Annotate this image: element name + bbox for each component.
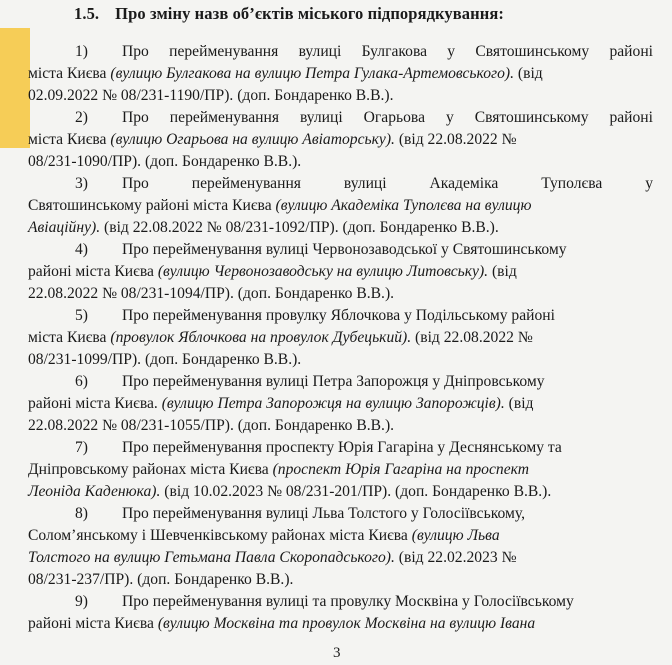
item-5-line-3: 08/231-1099/ПР). (доп. Бондаренко В.В.). <box>28 351 302 368</box>
section-heading <box>74 4 504 24</box>
item-7-line-1: 7) Про перейменування проспекту Юрія Гагаріна у Деснянському та <box>75 439 562 456</box>
item-6-line-2: районі міста Києва. (вулицю Петра Запорожця на вулицю Запорожців). (від <box>28 395 534 412</box>
item-4-line-1: 4) Про перейменування вулиці Червонозаводської у Святошинському <box>75 241 567 258</box>
item-3-line-1: 3) Про перейменування вулиці Академіка Туполєва у <box>75 175 653 192</box>
item-3-line-2: Святошинському районі міста Києва (вулицю Академіка Туполєва на вулицю <box>28 197 532 214</box>
item-5-line-1: 5) Про перейменування провулку Яблочкова у Подільському районі <box>75 307 555 324</box>
item-9-line-1: 9) Про перейменування вулиці та провулку Москвіна у Голосіївському <box>75 593 574 610</box>
item-7-line-2: Дніпровському районах міста Києва (проспект Юрія Гагаріна на проспект <box>28 461 529 478</box>
marker-highlight <box>0 28 30 148</box>
section-number: 1.5. <box>74 4 100 23</box>
item-8-line-3: Толстого на вулицю Гетьмана Павла Скоропадського). (від 22.02.2023 № <box>28 549 517 566</box>
item-1-line-2: міста Києва (вулицю Булгакова на вулицю Петра Гулака-Артемовського). (від <box>28 65 543 82</box>
item-8-line-2: Солом’янському і Шевченківському районах міста Києва (вулицю Льва <box>28 527 500 544</box>
item-5-line-2: міста Києва (провулок Яблочкова на провулок Дубецький). (від 22.08.2022 № <box>28 329 533 346</box>
item-1-line-1: 1) Про перейменування вулиці Булгакова у Святошинському районі <box>75 43 653 60</box>
item-7-line-3: Леоніда Каденюка). (від 10.02.2023 № 08/231-201/ПР). (доп. Бондаренко В.В.). <box>28 483 552 500</box>
item-9-line-2: районі міста Києва (вулицю Москвіна та провулок Москвіна на вулицю Івана <box>28 615 536 632</box>
section-title: Про зміну назв об’єктів міського підпорядкування: <box>115 4 504 23</box>
item-3-line-3: Авіаційну). (від 22.08.2022 № 08/231-1092/ПР). (доп. Бондаренко В.В.). <box>28 219 499 236</box>
item-6-line-3: 22.08.2022 № 08/231-1055/ПР). (доп. Бондаренко В.В.). <box>28 417 395 434</box>
item-4-line-3: 22.08.2022 № 08/231-1094/ПР). (доп. Бондаренко В.В.). <box>28 285 395 302</box>
item-2-line-2: міста Києва (вулицю Огарьова на вулицю Авіаторську). (від 22.08.2022 № <box>28 131 517 148</box>
page-number: 3 <box>333 645 341 661</box>
item-2-line-1: 2) Про перейменування вулиці Огарьова у Святошинському районі <box>75 109 653 126</box>
item-4-line-2: районі міста Києва (вулицю Червонозаводську на вулицю Литовську). (від <box>28 263 517 280</box>
item-2-line-3: 08/231-1090/ПР). (доп. Бондаренко В.В.). <box>28 153 302 170</box>
item-8-line-4: 08/231-237/ПР). (доп. Бондаренко В.В.). <box>28 571 294 588</box>
item-8-line-1: 8) Про перейменування вулиці Льва Толстого у Голосіївському, <box>75 505 525 522</box>
item-1-line-3: 02.09.2022 № 08/231-1190/ПР). (доп. Бондаренко В.В.). <box>28 87 394 104</box>
item-6-line-1: 6) Про перейменування вулиці Петра Запорожця у Дніпровському <box>75 373 545 390</box>
